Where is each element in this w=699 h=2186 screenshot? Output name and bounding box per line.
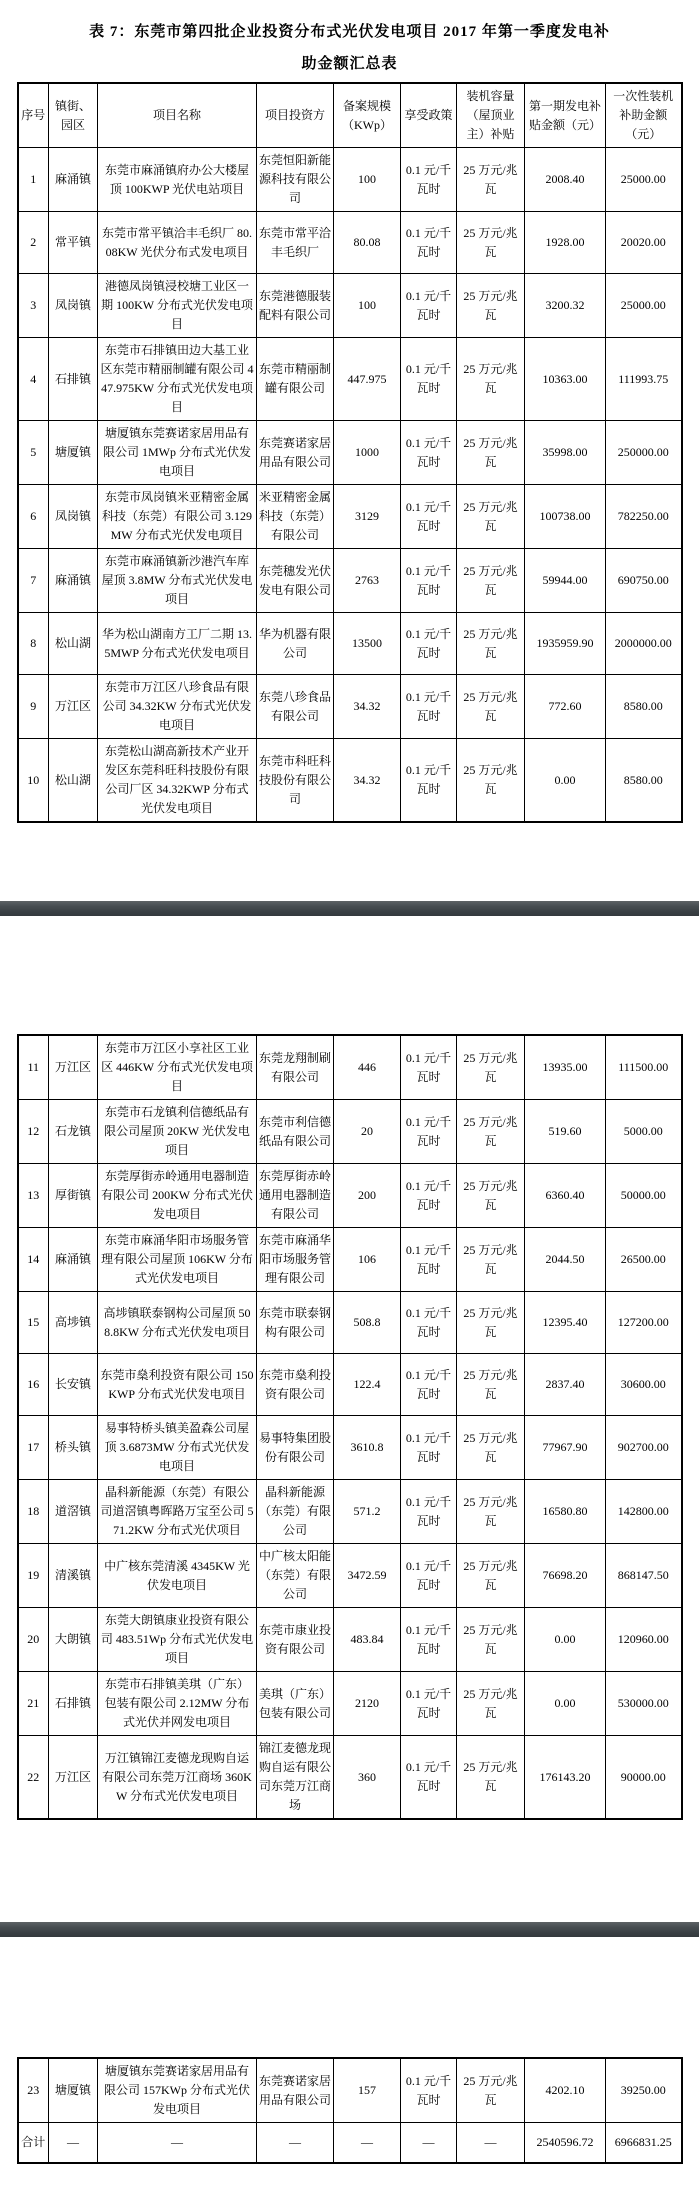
cell-capacity-subsidy: 25 万元/兆瓦	[457, 1608, 525, 1672]
cell-first-subsidy: 2044.50	[525, 1228, 606, 1292]
document-page-1	[0, 0, 699, 901]
header-row	[18, 83, 682, 148]
cell-onetime-subsidy: 25000.00	[606, 274, 682, 338]
cell-policy: 0.1 元/千瓦时	[401, 1672, 457, 1736]
cell-no: 17	[18, 1416, 49, 1480]
cell-investor: 东莞市康业投资有限公司	[257, 1608, 334, 1672]
cell-no: 21	[18, 1672, 49, 1736]
column-header-investor: 项目投资方	[257, 83, 334, 148]
cell-project: 塘厦镇东莞赛诺家居用品有限公司 1MWp 分布式光伏发电项目	[98, 421, 257, 485]
cell-policy: 0.1 元/千瓦时	[401, 1228, 457, 1292]
cell-policy: 0.1 元/千瓦时	[401, 338, 457, 421]
cell-town: 松山湖	[49, 739, 98, 823]
cell-project: 东莞市凤岗镇米亚精密金属科技（东莞）有限公司 3.129MW 分布式光伏发电项目	[98, 485, 257, 549]
column-header-first-subsidy: 第一期发电补贴金额（元）	[525, 83, 606, 148]
cell-capacity-subsidy: 25 万元/兆瓦	[457, 739, 525, 823]
cell-capacity-subsidy: 25 万元/兆瓦	[457, 1100, 525, 1164]
column-header-no: 序号	[18, 83, 49, 148]
table-row	[18, 1544, 682, 1608]
cell-first-subsidy: 0.00	[525, 1672, 606, 1736]
cell-scale: —	[334, 2123, 401, 2163]
cell-project: 东莞市麻涌镇新沙港汽车库屋顶 3.8MW 分布式光伏发电项目	[98, 549, 257, 613]
cell-project: 东莞市万江区小享社区工业区 446KW 分布式光伏发电项目	[98, 1035, 257, 1100]
cell-project: 东莞市常平镇洽丰毛织厂 80.08KW 光伏分布式发电项目	[98, 212, 257, 274]
cell-first-subsidy: 0.00	[525, 1608, 606, 1672]
cell-first-subsidy: 0.00	[525, 739, 606, 823]
cell-onetime-subsidy: 90000.00	[606, 1736, 682, 1820]
cell-town: 万江区	[49, 1035, 98, 1100]
cell-scale: 508.8	[334, 1292, 401, 1354]
cell-first-subsidy: 519.60	[525, 1100, 606, 1164]
cell-scale: 34.32	[334, 739, 401, 823]
cell-investor: 东莞赛诺家居用品有限公司	[257, 2058, 334, 2123]
cell-town: 石排镇	[49, 1672, 98, 1736]
cell-capacity-subsidy: 25 万元/兆瓦	[457, 421, 525, 485]
cell-capacity-subsidy: 25 万元/兆瓦	[457, 2058, 525, 2123]
cell-project: 中广核东莞清溪 4345KW 光伏发电项目	[98, 1544, 257, 1608]
cell-no: 12	[18, 1100, 49, 1164]
cell-first-subsidy: 2837.40	[525, 1354, 606, 1416]
cell-onetime-subsidy: 20020.00	[606, 212, 682, 274]
table-row	[18, 2058, 682, 2123]
cell-capacity-subsidy: 25 万元/兆瓦	[457, 1480, 525, 1544]
cell-capacity-subsidy: 25 万元/兆瓦	[457, 212, 525, 274]
cell-project: 东莞市石排镇田边大基工业区东莞市精丽制罐有限公司 447.975KW 分布式光伏发电项目	[98, 338, 257, 421]
cell-investor: 东莞穗发光伏发电有限公司	[257, 549, 334, 613]
cell-policy: 0.1 元/千瓦时	[401, 613, 457, 675]
cell-scale: 20	[334, 1100, 401, 1164]
cell-investor: 东莞市麻涌华阳市场服务管理有限公司	[257, 1228, 334, 1292]
cell-policy: 0.1 元/千瓦时	[401, 421, 457, 485]
cell-investor: —	[257, 2123, 334, 2163]
cell-policy: 0.1 元/千瓦时	[401, 148, 457, 212]
cell-first-subsidy: 76698.20	[525, 1544, 606, 1608]
table-row	[18, 739, 682, 823]
cell-project: 东莞市燊利投资有限公司 150KWP 分布式光伏发电项目	[98, 1354, 257, 1416]
cell-capacity-subsidy: 25 万元/兆瓦	[457, 1736, 525, 1820]
cell-scale: 34.32	[334, 675, 401, 739]
cell-scale: 571.2	[334, 1480, 401, 1544]
cell-town: 凤岗镇	[49, 274, 98, 338]
cell-project: 东莞市石龙镇利信德纸品有限公司屋顶 20KW 光伏发电项目	[98, 1100, 257, 1164]
table-row	[18, 274, 682, 338]
cell-project: 港德凤岗镇浸校塘工业区一期 100KW 分布式光伏发电项目	[98, 274, 257, 338]
page-separator	[0, 1922, 699, 1937]
cell-scale: 100	[334, 274, 401, 338]
cell-town: 麻涌镇	[49, 1228, 98, 1292]
table-row	[18, 1672, 682, 1736]
table-row	[18, 148, 682, 212]
cell-first-subsidy: 1928.00	[525, 212, 606, 274]
cell-town: 塘厦镇	[49, 421, 98, 485]
cell-investor: 东莞市联泰钢构有限公司	[257, 1292, 334, 1354]
cell-no: 3	[18, 274, 49, 338]
cell-no: 10	[18, 739, 49, 823]
cell-onetime-subsidy: 26500.00	[606, 1228, 682, 1292]
cell-scale: 13500	[334, 613, 401, 675]
cell-project: 东莞大朗镇康业投资有限公司 483.51Wp 分布式光伏发电项目	[98, 1608, 257, 1672]
cell-investor: 东莞市科旺科技股份有限公司	[257, 739, 334, 823]
cell-investor: 东莞港德服装配料有限公司	[257, 274, 334, 338]
table-row	[18, 1480, 682, 1544]
cell-project: 塘厦镇东莞赛诺家居用品有限公司 157KWp 分布式光伏发电项目	[98, 2058, 257, 2123]
cell-no: 6	[18, 485, 49, 549]
cell-scale: 100	[334, 148, 401, 212]
cell-scale: 106	[334, 1228, 401, 1292]
cell-town: 松山湖	[49, 613, 98, 675]
cell-onetime-subsidy: 250000.00	[606, 421, 682, 485]
cell-town: —	[49, 2123, 98, 2163]
cell-onetime-subsidy: 6966831.25	[606, 2123, 682, 2163]
cell-investor: 东莞恒阳新能源科技有限公司	[257, 148, 334, 212]
cell-scale: 2763	[334, 549, 401, 613]
cell-first-subsidy: 77967.90	[525, 1416, 606, 1480]
cell-first-subsidy: 4202.10	[525, 2058, 606, 2123]
cell-town: 厚街镇	[49, 1164, 98, 1228]
cell-scale: 483.84	[334, 1608, 401, 1672]
cell-policy: 0.1 元/千瓦时	[401, 739, 457, 823]
cell-scale: 360	[334, 1736, 401, 1820]
cell-no: 23	[18, 2058, 49, 2123]
cell-town: 石排镇	[49, 338, 98, 421]
cell-project: 东莞厚街赤岭通用电器制造有限公司 200KW 分布式光伏发电项目	[98, 1164, 257, 1228]
cell-onetime-subsidy: 50000.00	[606, 1164, 682, 1228]
cell-policy: 0.1 元/千瓦时	[401, 485, 457, 549]
cell-scale: 157	[334, 2058, 401, 2123]
cell-policy: 0.1 元/千瓦时	[401, 549, 457, 613]
cell-town: 清溪镇	[49, 1544, 98, 1608]
column-header-project: 项目名称	[98, 83, 257, 148]
cell-project: 晶科新能源（东莞）有限公司道滘镇粤晖路万宝至公司 571.2KW 分布式光伏项目	[98, 1480, 257, 1544]
cell-project: 东莞市万江区八珍食品有限公司 34.32KW 分布式光伏发电项目	[98, 675, 257, 739]
cell-onetime-subsidy: 782250.00	[606, 485, 682, 549]
cell-project: 东莞市石排镇美琪（广东）包装有限公司 2.12MW 分布式光伏并网发电项目	[98, 1672, 257, 1736]
cell-onetime-subsidy: 530000.00	[606, 1672, 682, 1736]
table-row	[18, 1416, 682, 1480]
cell-investor: 东莞赛诺家居用品有限公司	[257, 421, 334, 485]
cell-no: 合计	[18, 2123, 49, 2163]
cell-onetime-subsidy: 120960.00	[606, 1608, 682, 1672]
cell-town: 长安镇	[49, 1354, 98, 1416]
cell-capacity-subsidy: 25 万元/兆瓦	[457, 1544, 525, 1608]
cell-onetime-subsidy: 5000.00	[606, 1100, 682, 1164]
table-row	[18, 1292, 682, 1354]
cell-no: 9	[18, 675, 49, 739]
cell-policy: 0.1 元/千瓦时	[401, 1354, 457, 1416]
cell-policy: 0.1 元/千瓦时	[401, 1544, 457, 1608]
cell-town: 塘厦镇	[49, 2058, 98, 2123]
table-row	[18, 338, 682, 421]
cell-investor: 晶科新能源（东莞）有限公司	[257, 1480, 334, 1544]
cell-investor: 华为机器有限公司	[257, 613, 334, 675]
cell-investor: 美琪（广东）包装有限公司	[257, 1672, 334, 1736]
cell-town: 万江区	[49, 1736, 98, 1820]
cell-town: 道滘镇	[49, 1480, 98, 1544]
table-row	[18, 212, 682, 274]
cell-policy: 0.1 元/千瓦时	[401, 1292, 457, 1354]
table-row	[18, 421, 682, 485]
cell-capacity-subsidy: —	[457, 2123, 525, 2163]
table-row	[18, 485, 682, 549]
cell-no: 8	[18, 613, 49, 675]
cell-policy: 0.1 元/千瓦时	[401, 675, 457, 739]
subsidy-table-page-3	[17, 2057, 683, 2164]
cell-capacity-subsidy: 25 万元/兆瓦	[457, 675, 525, 739]
cell-capacity-subsidy: 25 万元/兆瓦	[457, 1035, 525, 1100]
cell-policy: 0.1 元/千瓦时	[401, 1416, 457, 1480]
cell-capacity-subsidy: 25 万元/兆瓦	[457, 1164, 525, 1228]
cell-no: 22	[18, 1736, 49, 1820]
cell-scale: 1000	[334, 421, 401, 485]
cell-first-subsidy: 35998.00	[525, 421, 606, 485]
cell-project: 华为松山湖南方工厂二期 13.5MWP 分布式光伏发电项目	[98, 613, 257, 675]
cell-project: 东莞松山湖高新技术产业开发区东莞科旺科技股份有限公司厂区 34.32KWP 分布式光伏发电项目	[98, 739, 257, 823]
cell-town: 大朗镇	[49, 1608, 98, 1672]
cell-town: 石龙镇	[49, 1100, 98, 1164]
table-row	[18, 1354, 682, 1416]
cell-project: 东莞市麻涌镇府办公大楼屋顶 100KWP 光伏电站项目	[98, 148, 257, 212]
cell-town: 高埗镇	[49, 1292, 98, 1354]
cell-no: 16	[18, 1354, 49, 1416]
cell-first-subsidy: 176143.20	[525, 1736, 606, 1820]
cell-town: 凤岗镇	[49, 485, 98, 549]
cell-capacity-subsidy: 25 万元/兆瓦	[457, 148, 525, 212]
document-page-3	[0, 1937, 699, 2186]
cell-policy: —	[401, 2123, 457, 2163]
cell-first-subsidy: 100738.00	[525, 485, 606, 549]
cell-onetime-subsidy: 8580.00	[606, 675, 682, 739]
document-title-line-1: 表 7：东莞市第四批企业投资分布式光伏发电项目 2017 年第一季度发电补	[89, 24, 610, 40]
cell-investor: 东莞市常平洽丰毛织厂	[257, 212, 334, 274]
cell-investor: 东莞厚街赤岭通用电器制造有限公司	[257, 1164, 334, 1228]
cell-first-subsidy: 3200.32	[525, 274, 606, 338]
column-header-capacity-subsidy: 装机容量（屋顶业主）补贴	[457, 83, 525, 148]
cell-onetime-subsidy: 8580.00	[606, 739, 682, 823]
cell-capacity-subsidy: 25 万元/兆瓦	[457, 613, 525, 675]
table-row	[18, 1228, 682, 1292]
subsidy-table-page-1	[17, 82, 683, 823]
cell-capacity-subsidy: 25 万元/兆瓦	[457, 485, 525, 549]
cell-project: 万江镇锦江麦德龙现购自运有限公司东莞万江商场 360KW 分布式光伏发电项目	[98, 1736, 257, 1820]
column-header-onetime-subsidy: 一次性装机补助金额（元）	[606, 83, 682, 148]
cell-onetime-subsidy: 690750.00	[606, 549, 682, 613]
cell-policy: 0.1 元/千瓦时	[401, 1480, 457, 1544]
page-separator	[0, 901, 699, 916]
cell-investor: 东莞市利信德纸品有限公司	[257, 1100, 334, 1164]
cell-policy: 0.1 元/千瓦时	[401, 1608, 457, 1672]
cell-no: 11	[18, 1035, 49, 1100]
cell-scale: 3129	[334, 485, 401, 549]
cell-investor: 东莞龙翔制刷有限公司	[257, 1035, 334, 1100]
cell-project: 高埗镇联泰钢构公司屋顶 508.8KW 分布式光伏发电项目	[98, 1292, 257, 1354]
subsidy-table-page-2	[17, 1034, 683, 1820]
cell-town: 麻涌镇	[49, 549, 98, 613]
cell-onetime-subsidy: 902700.00	[606, 1416, 682, 1480]
cell-onetime-subsidy: 111500.00	[606, 1035, 682, 1100]
cell-onetime-subsidy: 39250.00	[606, 2058, 682, 2123]
cell-investor: 锦江麦德龙现购自运有限公司东莞万江商场	[257, 1736, 334, 1820]
table-row	[18, 1035, 682, 1100]
cell-investor: 易事特集团股份有限公司	[257, 1416, 334, 1480]
cell-first-subsidy: 59944.00	[525, 549, 606, 613]
cell-first-subsidy: 2008.40	[525, 148, 606, 212]
document-title	[0, 0, 699, 80]
cell-policy: 0.1 元/千瓦时	[401, 212, 457, 274]
cell-scale: 3610.8	[334, 1416, 401, 1480]
cell-investor: 东莞市燊利投资有限公司	[257, 1354, 334, 1416]
cell-no: 15	[18, 1292, 49, 1354]
cell-scale: 447.975	[334, 338, 401, 421]
table-row	[18, 613, 682, 675]
cell-onetime-subsidy: 30600.00	[606, 1354, 682, 1416]
cell-capacity-subsidy: 25 万元/兆瓦	[457, 1416, 525, 1480]
cell-onetime-subsidy: 868147.50	[606, 1544, 682, 1608]
cell-policy: 0.1 元/千瓦时	[401, 274, 457, 338]
cell-no: 4	[18, 338, 49, 421]
cell-onetime-subsidy: 111993.75	[606, 338, 682, 421]
cell-first-subsidy: 772.60	[525, 675, 606, 739]
cell-first-subsidy: 2540596.72	[525, 2123, 606, 2163]
document-page-2	[0, 916, 699, 1922]
cell-policy: 0.1 元/千瓦时	[401, 1100, 457, 1164]
cell-capacity-subsidy: 25 万元/兆瓦	[457, 549, 525, 613]
cell-capacity-subsidy: 25 万元/兆瓦	[457, 1292, 525, 1354]
cell-onetime-subsidy: 25000.00	[606, 148, 682, 212]
cell-policy: 0.1 元/千瓦时	[401, 1035, 457, 1100]
cell-no: 18	[18, 1480, 49, 1544]
cell-investor: 东莞八珍食品有限公司	[257, 675, 334, 739]
cell-first-subsidy: 6360.40	[525, 1164, 606, 1228]
cell-policy: 0.1 元/千瓦时	[401, 2058, 457, 2123]
cell-policy: 0.1 元/千瓦时	[401, 1164, 457, 1228]
cell-capacity-subsidy: 25 万元/兆瓦	[457, 1228, 525, 1292]
cell-project: 易事特桥头镇美盈森公司屋顶 3.6873MW 分布式光伏发电项目	[98, 1416, 257, 1480]
cell-town: 万江区	[49, 675, 98, 739]
cell-no: 14	[18, 1228, 49, 1292]
table-row	[18, 1100, 682, 1164]
cell-onetime-subsidy: 127200.00	[606, 1292, 682, 1354]
cell-scale: 80.08	[334, 212, 401, 274]
cell-town: 桥头镇	[49, 1416, 98, 1480]
cell-scale: 2120	[334, 1672, 401, 1736]
cell-town: 常平镇	[49, 212, 98, 274]
cell-capacity-subsidy: 25 万元/兆瓦	[457, 1672, 525, 1736]
table-row	[18, 549, 682, 613]
cell-no: 7	[18, 549, 49, 613]
document-title-line-2: 助金额汇总表	[301, 56, 398, 72]
cell-investor: 米亚精密金属科技（东莞）有限公司	[257, 485, 334, 549]
cell-investor: 东莞市精丽制罐有限公司	[257, 338, 334, 421]
column-header-scale: 备案规模（KWp）	[334, 83, 401, 148]
column-header-policy: 享受政策	[401, 83, 457, 148]
cell-capacity-subsidy: 25 万元/兆瓦	[457, 274, 525, 338]
cell-investor: 中广核太阳能（东莞）有限公司	[257, 1544, 334, 1608]
cell-scale: 122.4	[334, 1354, 401, 1416]
cell-first-subsidy: 1935959.90	[525, 613, 606, 675]
cell-capacity-subsidy: 25 万元/兆瓦	[457, 1354, 525, 1416]
cell-no: 5	[18, 421, 49, 485]
cell-project: 东莞市麻涌华阳市场服务管理有限公司屋顶 106KW 分布式光伏发电项目	[98, 1228, 257, 1292]
cell-project: —	[98, 2123, 257, 2163]
cell-capacity-subsidy: 25 万元/兆瓦	[457, 338, 525, 421]
cell-scale: 446	[334, 1035, 401, 1100]
table-row	[18, 1164, 682, 1228]
cell-no: 20	[18, 1608, 49, 1672]
table-row	[18, 1608, 682, 1672]
cell-first-subsidy: 13935.00	[525, 1035, 606, 1100]
table-row	[18, 675, 682, 739]
cell-no: 19	[18, 1544, 49, 1608]
cell-no: 2	[18, 212, 49, 274]
cell-first-subsidy: 10363.00	[525, 338, 606, 421]
cell-first-subsidy: 12395.40	[525, 1292, 606, 1354]
cell-no: 13	[18, 1164, 49, 1228]
cell-no: 1	[18, 148, 49, 212]
column-header-town: 镇街、园区	[49, 83, 98, 148]
cell-scale: 200	[334, 1164, 401, 1228]
table-row	[18, 1736, 682, 1820]
cell-first-subsidy: 16580.80	[525, 1480, 606, 1544]
cell-scale: 3472.59	[334, 1544, 401, 1608]
cell-onetime-subsidy: 142800.00	[606, 1480, 682, 1544]
cell-policy: 0.1 元/千瓦时	[401, 1736, 457, 1820]
total-row	[18, 2123, 682, 2163]
cell-town: 麻涌镇	[49, 148, 98, 212]
cell-onetime-subsidy: 2000000.00	[606, 613, 682, 675]
